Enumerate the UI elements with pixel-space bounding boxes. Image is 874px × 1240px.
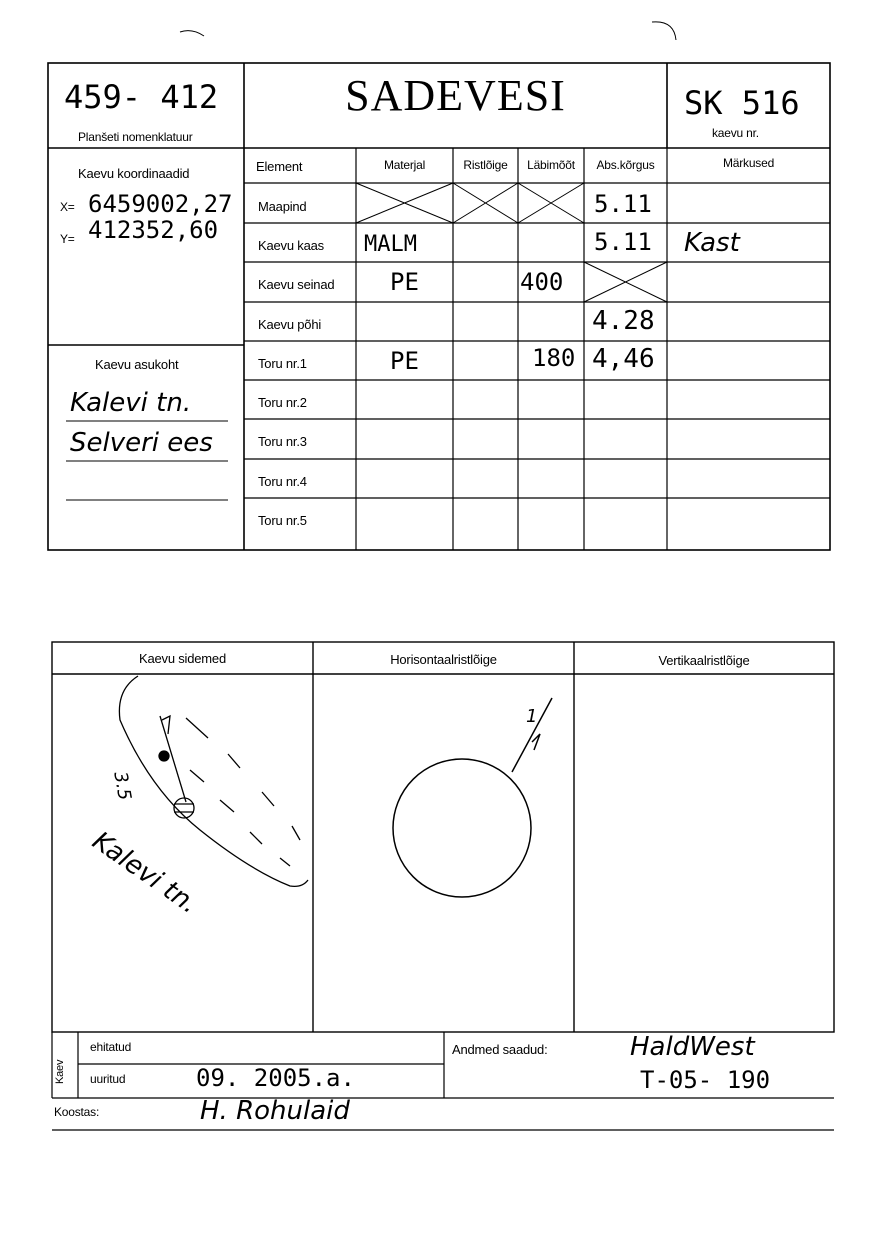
row-label: Kaevu kaas bbox=[258, 238, 324, 253]
row-label: Maapind bbox=[258, 199, 307, 214]
pipe1-material: PE bbox=[390, 347, 419, 375]
data-from-value: HaldWest bbox=[630, 1032, 755, 1062]
row-label: Toru nr.3 bbox=[258, 434, 307, 449]
y-prefix: Y= bbox=[60, 232, 75, 246]
row-label: Toru nr.5 bbox=[258, 513, 307, 528]
well-number-value: SK 516 bbox=[684, 84, 800, 122]
horizontal-section bbox=[393, 698, 552, 897]
col-header-material: Materjal bbox=[383, 158, 426, 172]
surveyed-value: 09. 2005.a. bbox=[196, 1064, 355, 1092]
col-header-cross: Ristlõige bbox=[463, 158, 508, 172]
nomenclature-label: Planšeti nomenklatuur bbox=[78, 130, 193, 144]
pipe-number: 1 bbox=[526, 706, 538, 727]
data-from-label: Andmed saadud: bbox=[452, 1042, 548, 1057]
row-label: Toru nr.4 bbox=[258, 474, 307, 489]
nomenclature-value: 459- 412 bbox=[64, 78, 219, 116]
x-coordinate: 6459002,27 bbox=[88, 190, 233, 218]
row-label: Toru nr.1 bbox=[258, 356, 307, 371]
vertical-section-label: Vertikaalristlõige bbox=[658, 653, 750, 668]
col-header-abs: Abs.kõrgus bbox=[596, 158, 655, 172]
row-label: Toru nr.2 bbox=[258, 395, 307, 410]
pipe1-diameter: 180 bbox=[532, 344, 576, 372]
sketch-distance: 3.5 bbox=[109, 770, 135, 802]
surveyed-label: uuritud bbox=[90, 1072, 126, 1086]
document-number: T-05- 190 bbox=[640, 1066, 771, 1094]
x-prefix: X= bbox=[60, 200, 75, 214]
compiled-value: H. Rohulaid bbox=[200, 1096, 350, 1126]
col-header-notes: Märkused bbox=[722, 156, 775, 170]
y-coordinate: 412352,60 bbox=[88, 216, 219, 244]
compiled-label: Koostas: bbox=[54, 1105, 100, 1119]
pipe1-abs-height: 4,46 bbox=[592, 344, 655, 374]
row-label: Kaevu seinad bbox=[258, 277, 335, 292]
built-label: ehitatud bbox=[90, 1040, 132, 1054]
lid-material: MALM bbox=[364, 232, 417, 257]
abs-height-bottom: 4.28 bbox=[592, 306, 655, 336]
col-header-element: Element bbox=[256, 159, 303, 174]
links-sketch bbox=[119, 676, 308, 886]
row-label: Kaevu põhi bbox=[258, 317, 322, 332]
page-title: SADEVESI bbox=[345, 71, 566, 120]
abs-height-ground: 5.11 bbox=[594, 190, 652, 218]
side-label: Kaev bbox=[54, 1059, 66, 1084]
wall-diameter: 400 bbox=[520, 268, 564, 296]
links-label: Kaevu sidemed bbox=[138, 651, 226, 666]
wall-material: PE bbox=[390, 268, 419, 296]
location-label: Kaevu asukoht bbox=[95, 357, 179, 372]
location-line-2: Selveri ees bbox=[70, 428, 213, 458]
abs-height-lid: 5.11 bbox=[594, 228, 652, 256]
coordinates-label: Kaevu koordinaadid bbox=[78, 166, 190, 181]
horizontal-section-label: Horisontaalristlõige bbox=[390, 652, 497, 667]
col-header-diameter: Läbimõõt bbox=[527, 158, 575, 172]
well-number-label: kaevu nr. bbox=[712, 126, 759, 140]
lid-notes: Kast bbox=[684, 228, 740, 258]
location-line-1: Kalevi tn. bbox=[70, 388, 192, 418]
sketch-street: Kalevi tn. bbox=[86, 826, 204, 921]
